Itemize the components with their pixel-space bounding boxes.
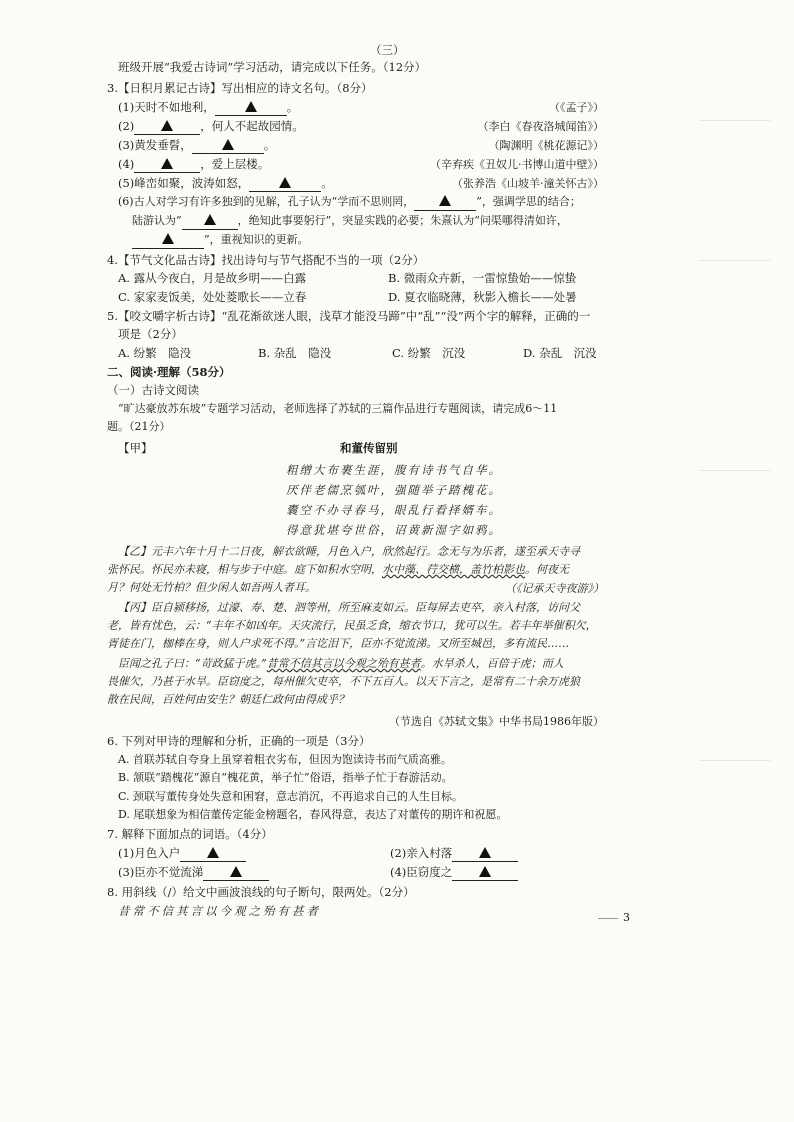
answer-triangle-icon [204,214,216,225]
answer-blank[interactable] [249,175,321,192]
reading-intro-1: “旷达豪放苏东坡”专题学习活动，老师选择了苏轼的三篇作品进行专题阅读，请完成6～11 [118,402,558,415]
section-intro: 班级开展“我爱古诗词”学习活动，请完成以下任务。（12分） [118,60,427,74]
q3-source-1: （《孟子》） [549,101,604,114]
q7-title: 7. 解释下面加点的词语。（4分） [107,827,273,841]
poem-line: 囊空不办寻春马，眼乱行看择婿车。 [286,503,502,517]
q3-line-2: (2) ，何人不起故园情。 [118,119,304,133]
poem-line: 厌伴老儒烹瓠叶，强随举子踏槐花。 [286,483,502,497]
section-number: （三） [370,43,405,57]
subsection-heading: （一）古诗文阅读 [107,383,199,397]
scan-artifact [700,760,770,761]
q3-line-3: (3)黄发垂髫， 。 [118,138,276,152]
answer-triangle-icon [230,866,242,877]
q3-line-8: ”，重视知识的更新。 [132,232,309,249]
scan-artifact [700,470,770,471]
yi-text-1: 【乙】元丰六年十月十二日夜，解衣欲睡，月色入户，欣然起行。念无与为乐者，遂至承天寺寻 [118,545,580,558]
bing-text-4: 臣闻之孔子曰：“苛政猛于虎。”昔常不信其言以今观之殆有甚者。水旱杀人，百倍于虎；而人 [118,657,564,670]
answer-triangle-icon [161,158,173,169]
q8-sentence: 昔常不信其言以今观之殆有甚者 [118,904,321,918]
footer-rule [598,918,618,919]
q5-option-c[interactable]: C. 纷繁 沉没 [392,346,466,360]
q5-title-1: 5.【咬文嚼字析古诗】“乱花渐欲迷人眼，浅草才能没马蹄”中“乱”“没”两个字的解释，正确的一 [107,309,591,323]
q4-option-b[interactable]: B. 微雨众卉新，一雷惊蛰始——惊蛰 [388,271,577,285]
bing-text-1: 【丙】臣自颍移扬，过濠、寿、楚、泗等州，所至麻麦如云。臣每屏去吏卒，亲入村落，访问父 [118,601,580,614]
q7-item-4: (4)臣窃度之 [390,864,518,881]
answer-blank[interactable] [452,864,518,881]
q5-title-2: 项是（2分） [118,327,183,341]
q3-source-5: （张养浩《山坡羊·潼关怀古》） [452,177,604,190]
answer-triangle-icon [479,866,491,877]
q7-item-3: (3)臣亦不觉流涕 [118,864,269,881]
poem-line: 得意犹堪夸世俗，诏黄新湿字如鸦。 [286,523,502,537]
page-number: 3 [623,911,630,924]
poem-line: 粗缯大布裹生涯，腹有诗书气自华。 [286,463,502,477]
q5-option-a[interactable]: A. 纷繁 隐没 [118,346,192,360]
answer-blank[interactable] [452,845,518,862]
q6-option-a[interactable]: A. 首联苏轼自夸身上虽穿着粗衣劣布，但因为饱读诗书而气质高雅。 [118,753,452,766]
q4-option-d[interactable]: D. 夏衣临晓薄，秋影入檐长——处暑 [388,290,577,304]
answer-triangle-icon [245,101,257,112]
bing-text-2: 老，皆有忧色，云：“丰年不如凶年。天灾流行，民虽乏食，缩衣节口，犹可以生。若丰年举催积欠， [107,619,597,632]
q3-source-4: （辛弃疾《丑奴儿·书博山道中壁》） [430,158,604,171]
part-heading: 二、阅读·理解（58分） [107,365,231,379]
answer-blank[interactable] [192,137,264,154]
q4-title: 4.【节气文化品古诗】找出诗句与节气搭配不当的一项（2分） [107,253,425,267]
q6-option-c[interactable]: C. 颈联写董传身处失意和困窘，意志消沉，不再追求自己的人生目标。 [118,790,464,803]
poem-title: 和董传留别 [340,441,398,455]
answer-triangle-icon [162,233,174,244]
scan-artifact [700,120,770,121]
q8-title: 8. 用斜线（/）给文中画波浪线的句子断句，限两处。（2分） [107,885,415,899]
jia-label: 【甲】 [118,441,153,455]
q3-source-3: （陶渊明《桃花源记》） [488,139,604,152]
q3-line-4: (4) ，爱上层楼。 [118,157,270,171]
answer-blank[interactable] [134,118,200,135]
q6-title: 6. 下列对甲诗的理解和分析，正确的一项是（3分） [107,734,371,748]
answer-triangle-icon [479,847,491,858]
answer-triangle-icon [161,120,173,131]
answer-triangle-icon [222,139,234,150]
bing-source: （节选自《苏轼文集》中华书局1986年版） [389,715,604,728]
answer-triangle-icon [439,195,451,206]
answer-blank[interactable] [132,232,204,249]
q5-option-b[interactable]: B. 杂乱 隐没 [258,346,332,360]
bing-text-6: 散在民间，百姓何由安生？朝廷仁政何由得成乎？ [107,693,349,706]
answer-triangle-icon [279,177,291,188]
q3-line-1: (1)天时不如地利， 。 [118,100,299,114]
q3-line-6: (6)古人对学习有许多独到的见解，孔子认为“学而不思则罔， ”，强调学思的结合； [118,194,581,211]
q3-line-7: 陆游认为“ ，绝知此事要躬行”，突显实践的必要；朱熹认为“问渠哪得清如许， [132,213,568,230]
q3-line-5: (5)峰峦如聚，波涛如怒， 。 [118,176,333,190]
yi-source: （《记承天寺夜游》） [505,582,604,595]
answer-blank[interactable] [414,194,476,211]
answer-blank[interactable] [182,213,238,230]
q4-option-c[interactable]: C. 家家麦饭美，处处菱歌长——立春 [118,290,307,304]
q5-option-d[interactable]: D. 杂乱 沉没 [523,346,597,360]
scan-artifact [700,260,770,261]
q7-item-1: (1)月色入户 [118,845,246,862]
q3-source-2: （李白《春夜洛城闻笛》） [477,120,604,133]
q4-option-a[interactable]: A. 露从今夜白，月是故乡明——白露 [118,271,307,285]
yi-text-2: 张怀民。怀民亦未寝，相与步于中庭。庭下如积水空明，水中藻、荇交横，盖竹柏影也。何夜无 [107,563,569,576]
bing-text-3: 胥徒在门，枷棒在身，则人户求死不得。”言讫泪下，臣亦不觉流涕。又所至城邑，多有流民…… [107,637,570,650]
q3-title: 3.【日积月累记古诗】写出相应的诗文名句。（8分） [107,81,373,95]
yi-text-3: 月？何处无竹柏？但少闲人如吾两人者耳。 [107,581,316,594]
q6-option-b[interactable]: B. 颔联“踏槐花”源自“槐花黄，举子忙”俗语，指举子忙于春游活动。 [118,771,453,784]
answer-triangle-icon [207,847,219,858]
reading-intro-2: 题。（21分） [107,420,171,433]
answer-blank[interactable] [180,845,246,862]
answer-blank[interactable] [203,864,269,881]
q7-item-2: (2)亲入村落 [390,845,518,862]
q6-option-d[interactable]: D. 尾联想象为相信董传定能金榜题名，春风得意，表达了对董传的期许和祝愿。 [118,808,508,821]
bing-text-5: 畏催欠，乃甚于水旱。臣窃度之，每州催欠吏卒，不下五百人。以天下言之，是常有二十余万虎狼 [107,675,580,688]
answer-blank[interactable] [215,99,287,116]
answer-blank[interactable] [134,156,200,173]
